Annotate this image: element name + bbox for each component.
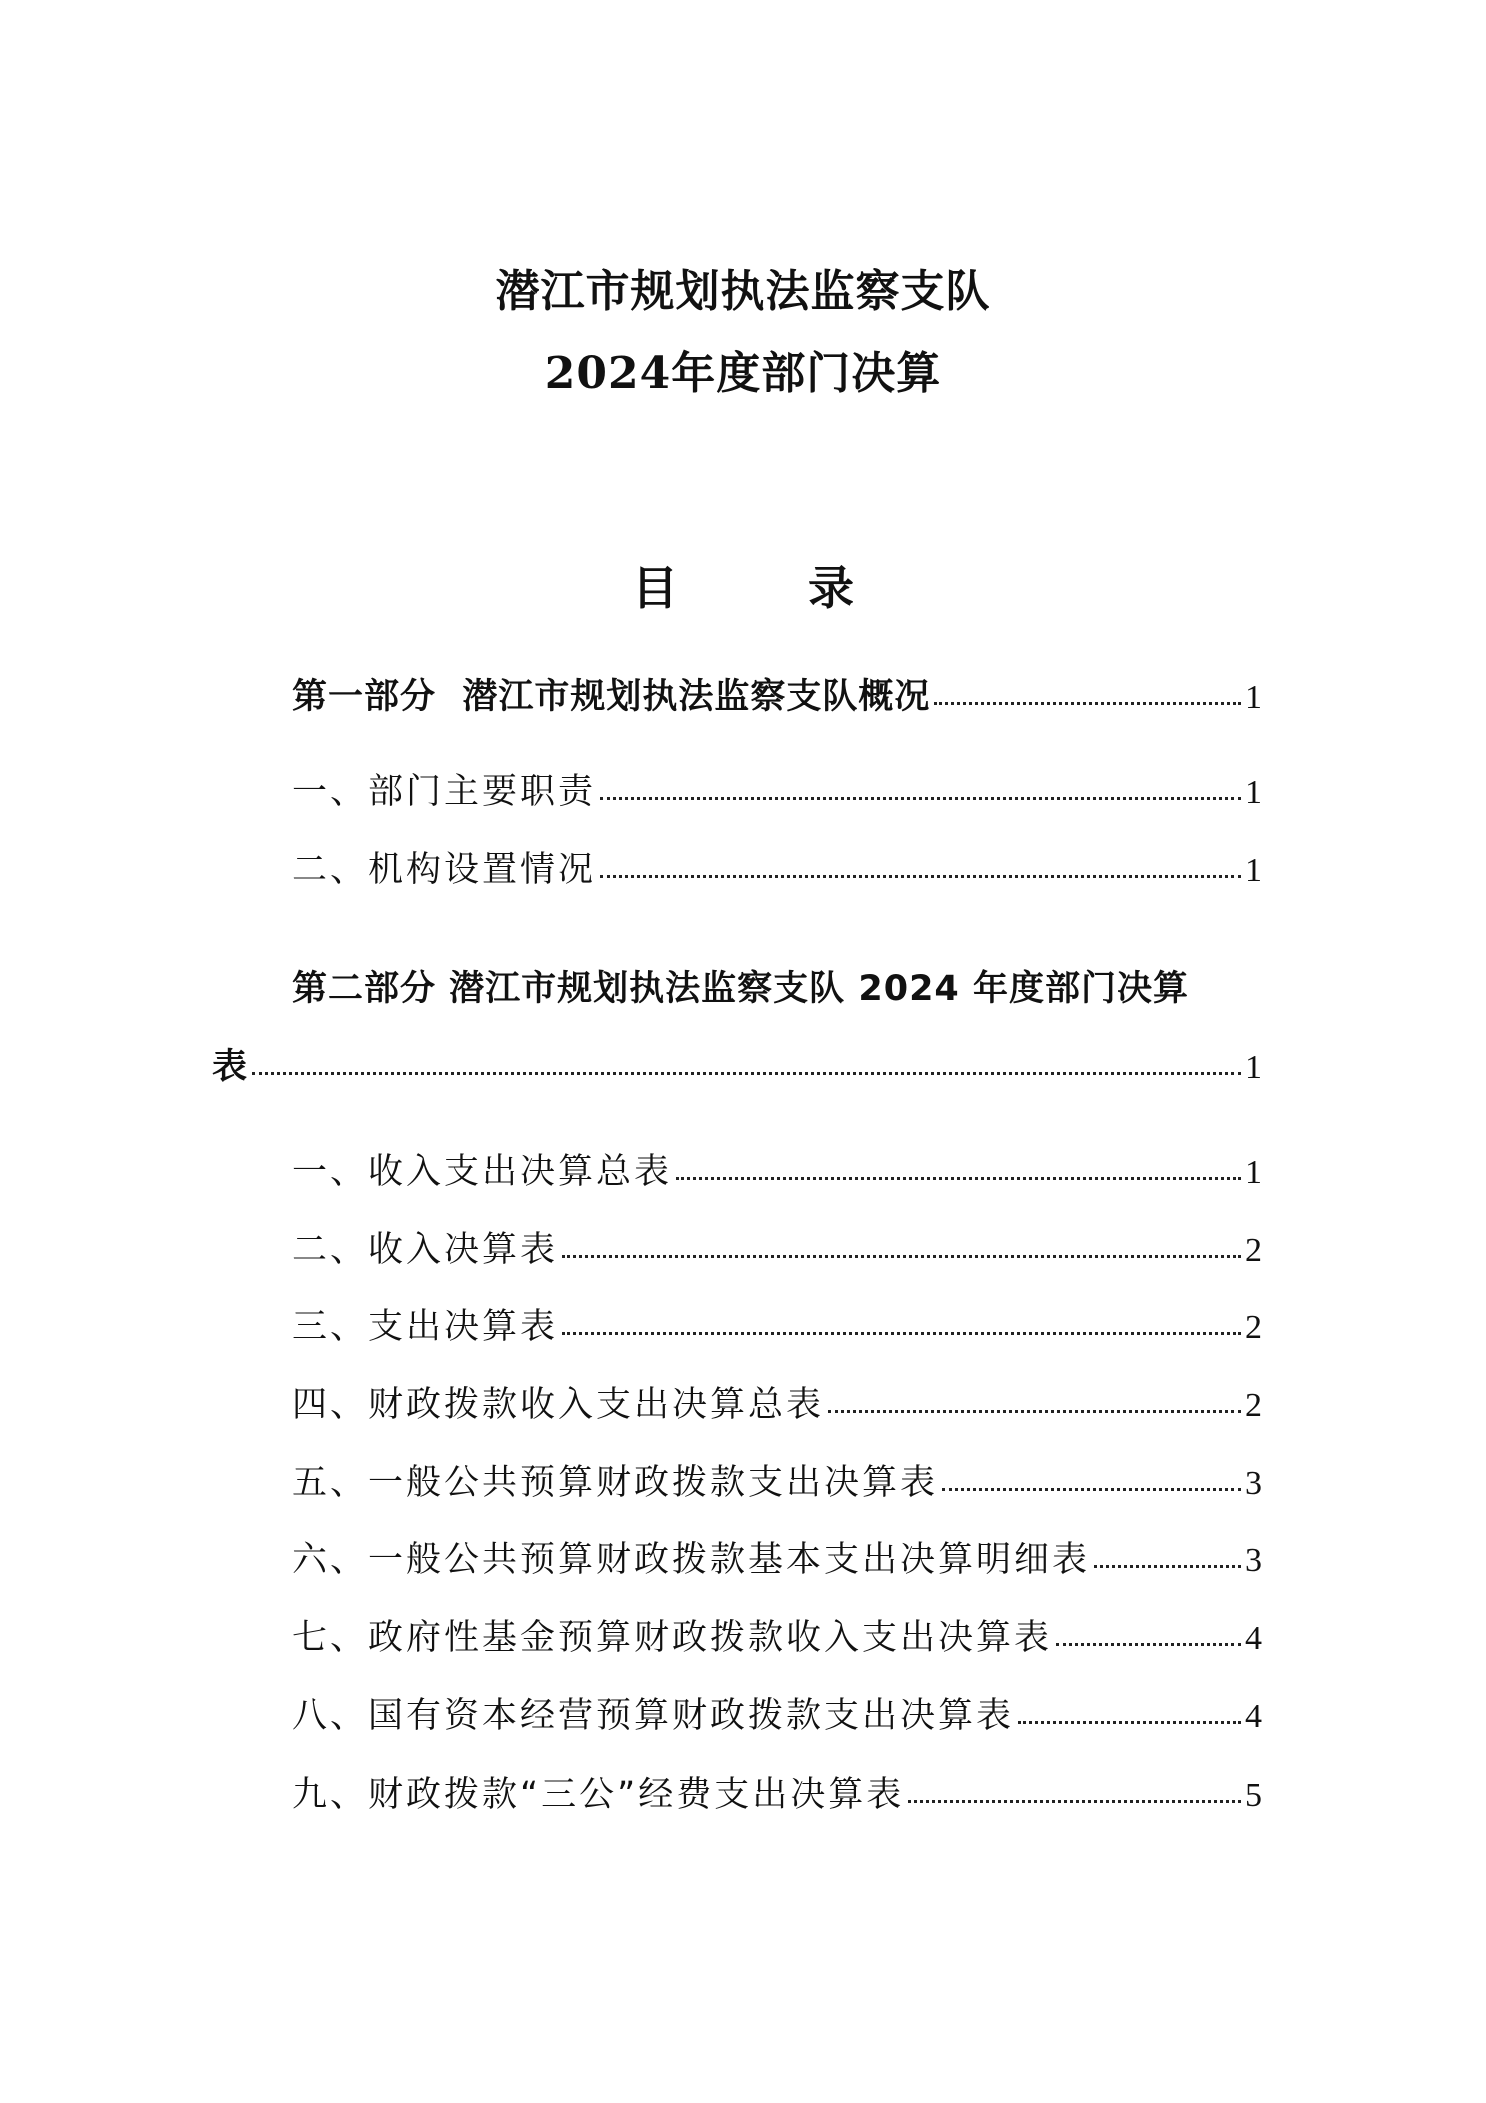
toc-entry-label: 八、国有资本经营预算财政拨款支出决算表 (292, 1696, 1015, 1736)
toc-heading (0, 561, 1486, 615)
toc-page-number: 1 (1245, 774, 1262, 811)
toc-entry[interactable] (292, 772, 1262, 812)
toc-entry-label: 三、支出决算表 (292, 1307, 559, 1347)
toc-page-number: 1 (1245, 1154, 1262, 1191)
dot-leader (1094, 1565, 1241, 1568)
dot-leader (942, 1488, 1241, 1491)
document-subtitle: 2024年度部门决算 (544, 348, 942, 399)
toc-entry-label: 四、财政拨款收入支出决算总表 (292, 1385, 825, 1425)
toc-page-number: 3 (1245, 1465, 1262, 1502)
toc-page-number: 4 (1245, 1620, 1262, 1657)
dot-leader (600, 875, 1241, 878)
toc-page-number: 2 (1245, 1387, 1262, 1424)
toc-page-number: 2 (1245, 1309, 1262, 1346)
toc-entry[interactable] (292, 1307, 1262, 1347)
dot-leader (600, 797, 1241, 800)
toc-entry-label: 六、一般公共预算财政拨款基本支出决算明细表 (292, 1540, 1091, 1580)
toc-entry-label: 九、财政拨款“三公”经费支出决算表 (292, 1775, 905, 1815)
dot-leader (562, 1332, 1241, 1335)
toc-entry-label: 第一部分 潜江市规划执法监察支队概况 (292, 677, 931, 717)
toc-entry-label: 五、一般公共预算财政拨款支出决算表 (292, 1463, 939, 1503)
toc-entry-label: 一、部门主要职责 (292, 772, 597, 812)
toc-heading-char: 目 (632, 561, 678, 615)
toc-entry-label: 二、机构设置情况 (292, 850, 597, 890)
dot-leader (562, 1255, 1241, 1258)
toc-entry[interactable] (292, 1618, 1262, 1658)
toc-page-number: 3 (1245, 1542, 1262, 1579)
dot-leader (908, 1800, 1241, 1803)
toc-entry-label: 二、收入决算表 (292, 1230, 559, 1270)
toc-entry[interactable] (292, 1775, 1262, 1815)
toc-entry[interactable] (292, 1540, 1262, 1580)
toc-entry[interactable] (292, 1696, 1262, 1736)
toc-entry-part2-line2[interactable] (212, 1047, 1262, 1087)
toc-entry-label: 一、收入支出决算总表 (292, 1152, 673, 1192)
toc-page-number: 1 (1245, 679, 1262, 716)
dot-leader (676, 1177, 1241, 1180)
toc-page-number: 4 (1245, 1698, 1262, 1735)
toc-entry[interactable] (292, 1385, 1262, 1425)
toc-entry[interactable] (292, 1230, 1262, 1270)
toc-entry[interactable] (292, 850, 1262, 890)
toc-entry-label: 表 (212, 1047, 249, 1087)
toc-entry[interactable] (292, 1152, 1262, 1192)
dot-leader (1056, 1643, 1241, 1646)
dot-leader (828, 1410, 1241, 1413)
dot-leader (934, 702, 1241, 705)
toc-heading-char: 录 (808, 561, 854, 615)
toc-entry[interactable] (292, 1463, 1262, 1503)
document-title: 潜江市规划执法监察支队 (495, 266, 991, 317)
toc-page-number: 1 (1245, 1049, 1262, 1086)
toc-entry-part1[interactable] (292, 677, 1262, 717)
dot-leader (1018, 1721, 1241, 1724)
toc-entry-part2-line1[interactable]: 第二部分 潜江市规划执法监察支队 2024 年度部门决算 (292, 969, 1189, 1009)
toc-page-number: 5 (1245, 1777, 1262, 1814)
toc-page-number: 1 (1245, 852, 1262, 889)
dot-leader (252, 1072, 1241, 1075)
toc-entry-label: 七、政府性基金预算财政拨款收入支出决算表 (292, 1618, 1053, 1658)
toc-page-number: 2 (1245, 1232, 1262, 1269)
